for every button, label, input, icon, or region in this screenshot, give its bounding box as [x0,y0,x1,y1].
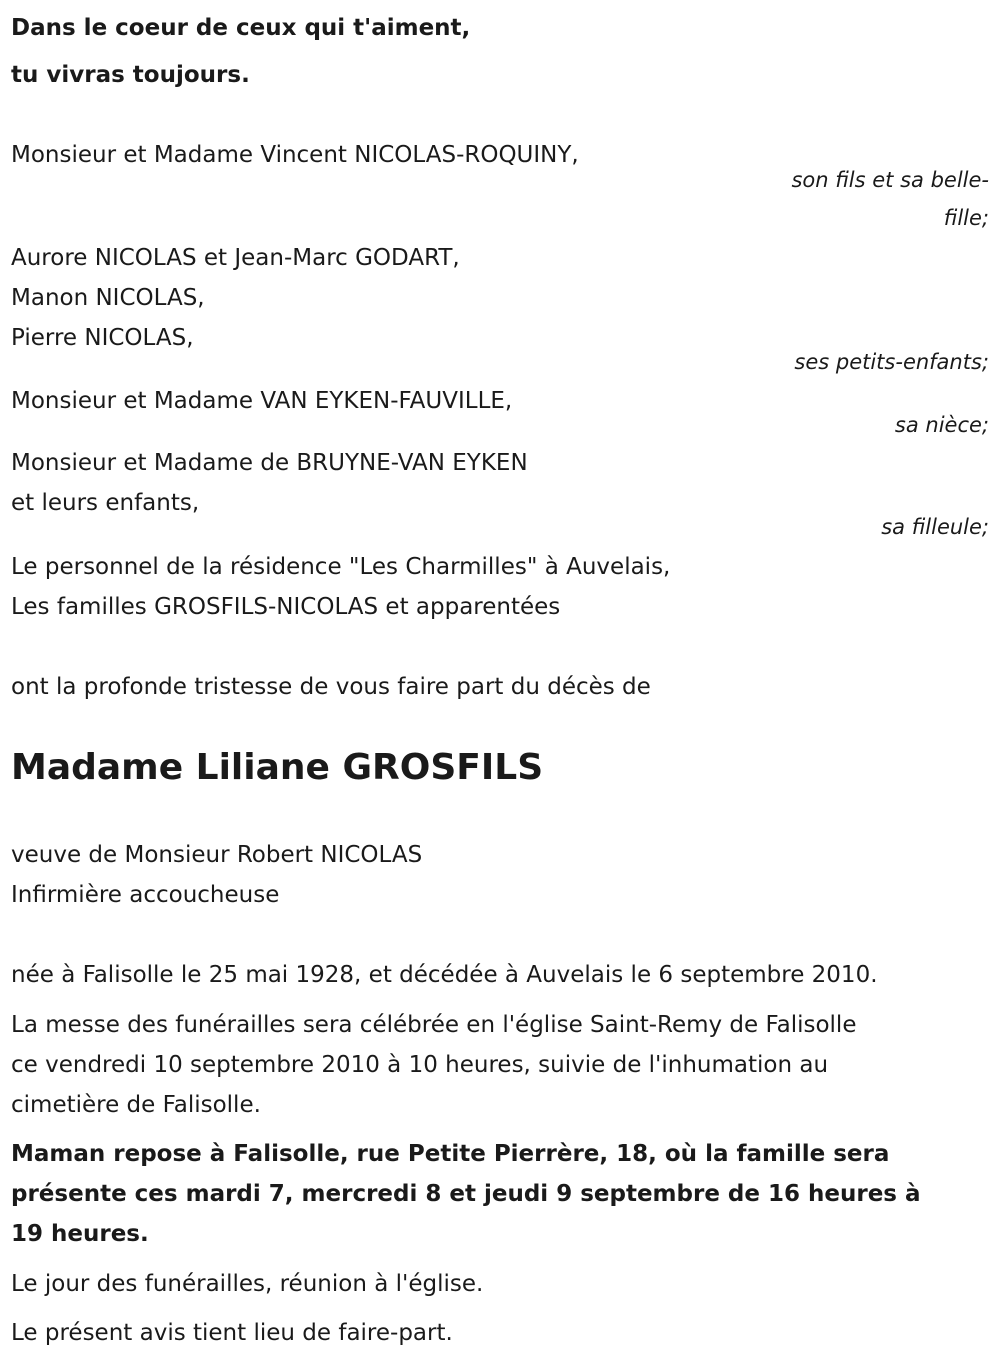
detail-line: Infirmière accoucheuse [11,882,280,908]
visitation-line: présente ces mardi 7, mercredi 8 et jeudi 9 septembre de 16 heures à [11,1181,921,1207]
relation-label: son fils et sa belle- [791,168,989,192]
meeting-line: Le jour des funérailles, réunion à l'église. [11,1271,484,1297]
family-member: Le personnel de la résidence "Les Charmilles" à Auvelais, [11,554,671,580]
notice-line: Le présent avis tient lieu de faire-part. [11,1320,453,1346]
dates-line: née à Falisolle le 25 mai 1928, et décédée à Auvelais le 6 septembre 2010. [11,962,878,988]
epigraph-line: tu vivras toujours. [11,62,250,88]
family-member: Manon NICOLAS, [11,285,205,311]
funeral-line: cimetière de Falisolle. [11,1092,261,1118]
visitation-line: 19 heures. [11,1221,149,1247]
detail-line: veuve de Monsieur Robert NICOLAS [11,842,423,868]
announcement: ont la profonde tristesse de vous faire part du décès de [11,674,651,700]
family-member: Pierre NICOLAS, [11,325,194,351]
epigraph-line: Dans le coeur de ceux qui t'aiment, [11,15,471,41]
family-member: Monsieur et Madame de BRUYNE-VAN EYKEN [11,450,528,476]
deceased-name: Madame Liliane GROSFILS [11,747,544,788]
funeral-line: La messe des funérailles sera célébrée en l'église Saint-Remy de Falisolle [11,1012,857,1038]
relation-label: ses petits-enfants; [794,350,989,374]
family-member: et leurs enfants, [11,490,200,516]
family-member: Monsieur et Madame VAN EYKEN-FAUVILLE, [11,388,513,414]
relation-label: sa nièce; [894,413,989,437]
family-member: Monsieur et Madame Vincent NICOLAS-ROQUINY, [11,142,579,168]
funeral-line: ce vendredi 10 septembre 2010 à 10 heures, suivie de l'inhumation au [11,1052,829,1078]
relation-label: sa filleule; [881,515,989,539]
relation-label: fille; [943,206,989,230]
visitation-line: Maman repose à Falisolle, rue Petite Pierrère, 18, où la famille sera [11,1141,890,1167]
family-member: Les familles GROSFILS-NICOLAS et apparentées [11,594,561,620]
family-member: Aurore NICOLAS et Jean-Marc GODART, [11,245,460,271]
